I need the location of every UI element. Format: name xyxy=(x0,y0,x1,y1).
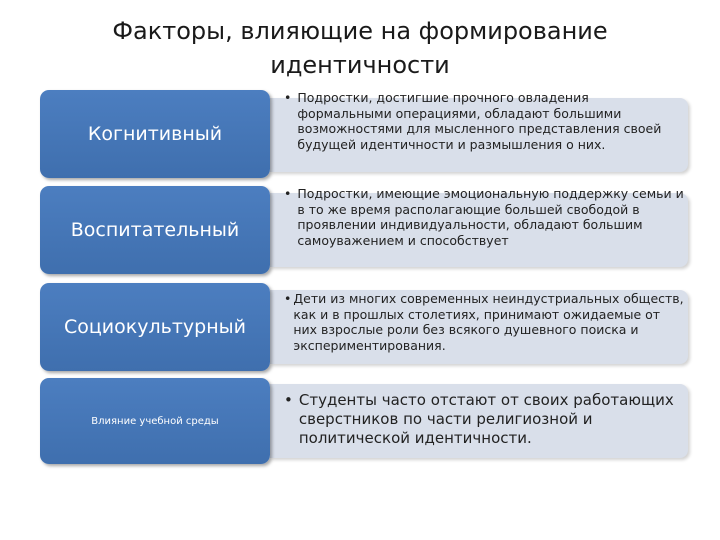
factor-label-box xyxy=(40,378,270,464)
factor-label: Социокультурный xyxy=(63,316,246,338)
factor-description xyxy=(284,291,684,353)
factor-description-text: Подростки, достигшие прочного овладения формальными операциями, обладают большими возможностями для мысленного представления своей будущей идентичности и размышления о них. xyxy=(297,90,662,152)
slide-title-line-1: Факторы, влияющие на формирование xyxy=(112,17,608,45)
factor-description xyxy=(284,186,684,248)
bullet-marker: • xyxy=(284,186,292,201)
slide-title-line-2: идентичности xyxy=(270,51,450,79)
factor-label: Влияние учебной среды xyxy=(91,415,219,427)
factor-description-text: Дети из многих современных неиндустриальных обществ, как и в прошлых столетиях, принимают ожидаемые от них взрослые роли без всякого душевного поиска и экспериментирования. xyxy=(293,291,684,353)
factor-label: Воспитательный xyxy=(70,219,240,241)
factor-description xyxy=(284,391,684,448)
bullet-marker: • xyxy=(284,90,292,105)
factor-description xyxy=(284,90,684,152)
factor-label-box xyxy=(40,90,270,178)
factor-label: Когнитивный xyxy=(87,123,223,145)
bullet-marker: • xyxy=(284,291,292,306)
factor-label-box xyxy=(40,283,270,371)
factor-description-text: Студенты часто отстают от своих работающих сверстников по части религиозной и политической идентичности. xyxy=(298,391,674,447)
slide-title xyxy=(0,14,720,82)
factor-description-text: Подростки, имеющие эмоциональную поддержку семьи и в то же время располагающие большей свободой в проявлении индивидуальности, обладают большим самоуважением и способствует xyxy=(297,186,684,248)
factor-label-box xyxy=(40,186,270,274)
bullet-marker: • xyxy=(284,391,293,409)
